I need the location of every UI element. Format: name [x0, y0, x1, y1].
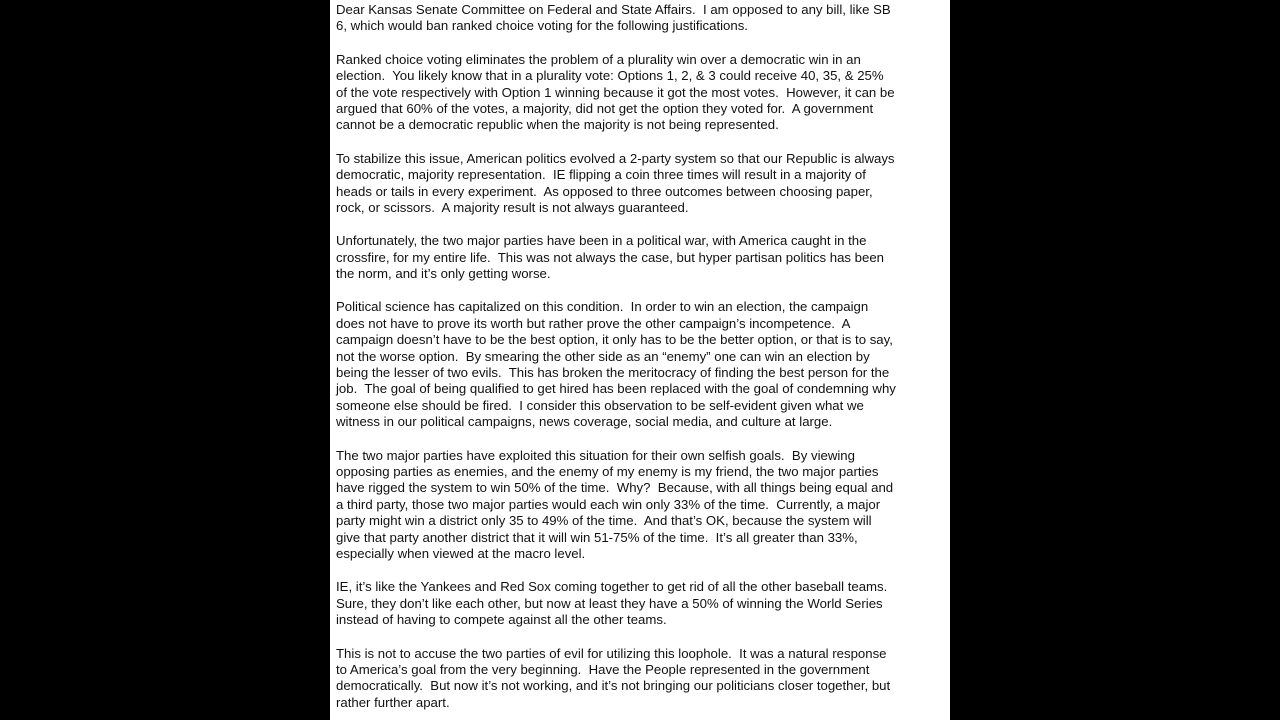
text-line: The two major parties have exploited this situation for their own selfish goals. By viewing	[336, 447, 855, 463]
text-line: Ranked choice voting eliminates the problem of a plurality win over a democratic win in an	[336, 51, 861, 67]
text-line: have rigged the system to win 50% of the time. Why? Because, with all things being equal and	[336, 480, 894, 496]
text-line: job. The goal of being qualified to get hired has been replaced with the goal of condemning why	[336, 381, 896, 397]
text-line: crossfire, for my entire life. This was not always the case, but hyper partisan politics has been	[336, 249, 885, 265]
text-line: not the worse option. By smearing the other side as an “enemy” one can win an election by	[336, 348, 870, 364]
text-line: Political science has capitalized on this condition. In order to win an election, the campaign	[336, 299, 869, 315]
text-line: party might win a district only 35 to 49% of the time. And that’s OK, because the system will	[336, 513, 872, 529]
letter-body	[336, 2, 942, 720]
text-line: IE, it’s like the Yankees and Red Sox coming together to get rid of all the other baseball teams.	[336, 579, 888, 595]
text-line: 6, which would ban ranked choice voting for the following justifications.	[336, 18, 748, 34]
text-line: rather further apart.	[336, 694, 450, 710]
text-line: rock, or scissors. A majority result is not always guaranteed.	[336, 199, 689, 215]
paragraph	[336, 579, 942, 628]
paragraph	[336, 299, 942, 430]
text-line: democratic, majority representation. IE flipping a coin three times will result in a majority of	[336, 167, 866, 183]
text-line: Sure, they don’t like each other, but now at least they have a 50% of winning the World Series	[336, 595, 883, 611]
text-line: the norm, and it’s only getting worse.	[336, 266, 551, 282]
text-line: give that party another district that it will win 51-75% of the time. It’s all greater than 33%,	[336, 529, 858, 545]
text-line: election. You likely know that in a plurality vote: Options 1, 2, & 3 could receive 40, 35, & 25%	[336, 68, 884, 84]
text-line: argued that 60% of the votes, a majority, did not get the option they voted for. A government	[336, 100, 874, 116]
paragraph	[336, 151, 942, 217]
paragraph	[336, 52, 942, 134]
text-line: being the lesser of two evils. This has broken the meritocracy of finding the best person for the	[336, 365, 890, 381]
text-line: Unfortunately, the two major parties have been in a political war, with America caught in the	[336, 233, 867, 249]
paragraph	[336, 646, 942, 712]
text-line: to America’s goal from the very beginning. Have the People represented in the government	[336, 661, 870, 677]
text-line: To stabilize this issue, American politics evolved a 2-party system so that our Republic is always	[336, 150, 895, 166]
text-line: someone else should be fired. I consider this observation to be self-evident given what we	[336, 397, 864, 413]
text-line: instead of having to compete against all the other teams.	[336, 612, 667, 628]
paragraph	[336, 448, 942, 563]
paragraph	[336, 233, 942, 282]
text-line: especially when viewed at the macro level.	[336, 545, 586, 561]
text-line: This is not to accuse the two parties of evil for utilizing this loophole. It was a natural response	[336, 645, 887, 661]
text-line: witness in our political campaigns, news coverage, social media, and culture at large.	[336, 414, 833, 430]
text-line: cannot be a democratic republic when the majority is not being represented.	[336, 117, 779, 133]
text-line: does not have to prove its worth but rather prove the other campaign’s incompetence. A	[336, 315, 851, 331]
text-line: democratically. But now it’s not working, and it’s not bringing our politicians closer together, but	[336, 678, 891, 694]
paragraph	[336, 2, 942, 35]
text-line: Dear Kansas Senate Committee on Federal and State Affairs. I am opposed to any bill, like SB	[336, 2, 891, 17]
text-line: heads or tails in every experiment. As opposed to three outcomes between choosing paper,	[336, 183, 873, 199]
document-page	[330, 0, 950, 720]
text-line: campaign doesn’t have to be the best option, it only has to be the better option, or that is to say,	[336, 332, 893, 348]
text-line: a third party, those two major parties would each win only 33% of the time. Currently, a major	[336, 496, 881, 512]
text-line: of the vote respectively with Option 1 winning because it got the most votes. However, it can be	[336, 84, 895, 100]
text-line: opposing parties as enemies, and the enemy of my enemy is my friend, the two major parties	[336, 463, 879, 479]
